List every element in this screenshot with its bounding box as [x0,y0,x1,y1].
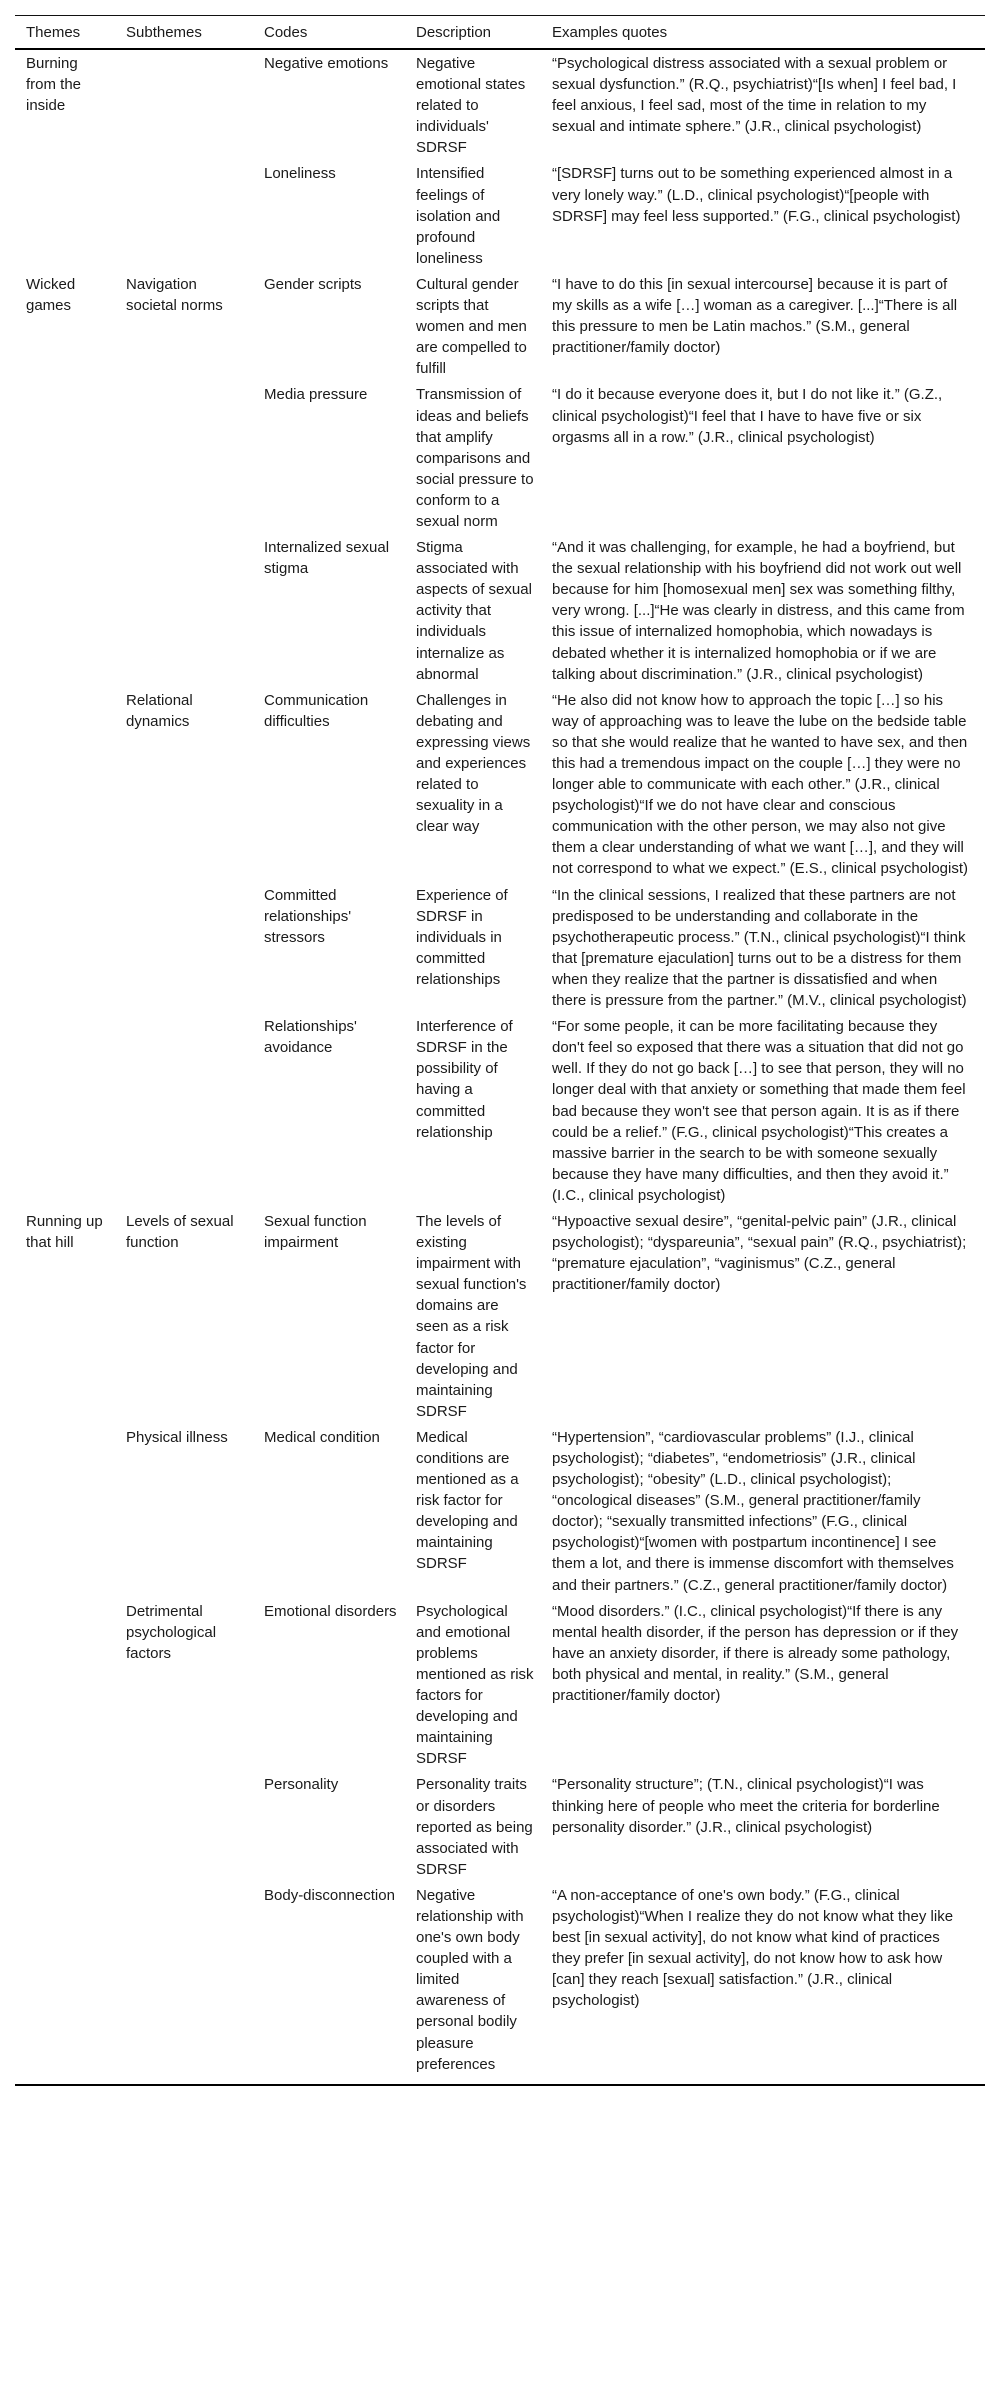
cell-subtheme [115,534,253,687]
cell-subtheme: Navigation societal norms [126,275,223,315]
table-row [15,1598,985,1772]
table-row [15,534,985,687]
cell-subtheme [115,1882,253,2085]
cell-code: Relationships' avoidance [264,1018,357,1057]
cell-description: Cultural gender scripts that women and men are compelled to fulfill [416,275,527,378]
cell-theme [15,882,115,1014]
cell-quote: “I do it because everyone does it, but I do not like it.” (G.Z., clinical psychologist)“I feel that I have to have five or six orgasms all in a row.” (J.R., clinical psychologist) [552,386,943,446]
cell-theme [15,534,115,687]
cell-quote: “For some people, it can be more facilitating because they don't feel so exposed that there was a situation that did not go well. If they do not go back […] to see that person, they will no longer deal with that anxiety or something that made them feel bad because they won't see that person again. It is as if there could be a relief.” (F.G., clinical psychologist)“This creates a massive barrier in the search to be with someone sexually because they have many difficulties, and then they avoid it.” (I.C., clinical psychologist) [552,1018,966,1204]
cell-theme [15,160,115,270]
cell-subtheme: Physical illness [126,1428,228,1446]
cell-description: Stigma associated with aspects of sexual activity that individuals internalize as abnormal [416,539,532,683]
table-row [15,1208,985,1424]
cell-description: Medical conditions are mentioned as a risk factor for developing and maintaining SDRSF [416,1428,519,1573]
cell-theme: Running up that hill [26,1212,103,1252]
themes-table-container [15,15,985,2086]
cell-theme [15,381,115,534]
cell-quote: “Psychological distress associated with a sexual problem or sexual dysfunction.” (R.Q., psychiatrist)“[Is when] I feel bad, I feel anxious, I feel sad, most of the time in relation to my sexual and intimate sphere.” (J.R., clinical psychologist) [552,55,957,136]
cell-code: Communication difficulties [264,691,369,730]
header-themes: Themes [26,23,81,41]
cell-code: Gender scripts [264,275,362,293]
cell-quote: “He also did not know how to approach the topic […] so his way of approaching was to leave the lube on the bedside table so that she would realize that he wanted to have sex, and then this had a tremendous impact on the couple […] they were no longer able to communicate with each other.” (J.R., clinical psychologist)“If we do not have clear and conscious communication with the other person, we may also not give them a clear understanding of what we want […], and they will not correspond to what we expect.” (E.S., clinical psychologist) [552,691,969,878]
cell-description: The levels of existing impairment with sexual function's domains are seen as a risk factor for developing and maintaining SDRSF [416,1212,527,1420]
cell-description: Negative emotional states related to individuals' SDRSF [416,55,526,157]
cell-quote: “Hypoactive sexual desire”, “genital-pelvic pain” (J.R., clinical psychologist); “dyspareunia”, “sexual pain” (R.Q., psychiatrist); “premature ejaculation”, “vaginismus” (C.Z., general practitioner/family doctor) [552,1212,967,1294]
header-subthemes: Subthemes [126,23,202,41]
cell-description: Experience of SDRSF in individuals in committed relationships [416,886,508,988]
table-row [15,882,985,1014]
cell-code: Media pressure [264,386,368,404]
header-description: Description [416,23,492,41]
table-row [15,271,985,381]
cell-quote: “I have to do this [in sexual intercourse] because it is part of my skills as a wife […] woman as a caregiver. [...]“There is all this pressure to men be Latin machos.” (S.M., general practitioner/family doctor) [552,275,958,357]
cell-code: Sexual function impairment [264,1212,367,1252]
cell-subtheme: Levels of sexual function [126,1212,234,1252]
cell-theme [15,1424,115,1598]
cell-theme [15,1771,115,1881]
cell-theme: Burning from the inside [26,55,82,115]
cell-subtheme [115,1013,253,1208]
table-row [15,1424,985,1598]
themes-table [15,15,985,2086]
cell-theme [15,1013,115,1208]
table-row [15,160,985,270]
cell-quote: “In the clinical sessions, I realized that these partners are not predisposed to be understanding and collaborate in the psychotherapeutic process.” (T.N., clinical psychologist)“I think that [premature ejaculation] turns out to be a distress for them when they realize that the partner is dissatisfied and when there is pressure from the partner.” (M.V., clinical psychologist) [552,886,967,1010]
cell-subtheme: Detrimental psychological factors [126,1602,217,1662]
header-row [15,16,985,50]
cell-subtheme [115,882,253,1014]
cell-quote: “And it was challenging, for example, he had a boyfriend, but the sexual relationship with his boyfriend did not work out well because for him [homosexual men] sex was something filthy, very wrong. [...]“He was clearly in distress, and this came from this issue of internalized homophobia, which nowadays is debated whether it is internalized homophobia or if we are talking about discrimination.” (J.R., clinical psychologist) [552,539,965,683]
cell-subtheme: Relational dynamics [126,691,193,730]
cell-theme [15,687,115,882]
cell-code: Emotional disorders [264,1602,397,1620]
cell-description: Personality traits or disorders reported as being associated with SDRSF [416,1776,533,1878]
cell-theme [15,1882,115,2085]
table-row [15,1013,985,1208]
header-quotes: Examples quotes [552,23,668,41]
cell-code: Internalized sexual stigma [264,539,390,578]
table-row [15,1771,985,1881]
cell-quote: “Hypertension”, “cardiovascular problems” (I.J., clinical psychologist); “diabetes”, “endometriosis” (J.R., clinical psychologist); “obesity” (L.D., clinical psychologist); “oncological diseases” (S.M., general practitioner/family doctor); “sexually transmitted infections” (F.G., clinical psychologist)“[women with postpartum incontinence] I see them a lot, and there is immense discomfort with themselves and their partners.” (C.Z., general practitioner/family doctor) [552,1428,954,1594]
table-row [15,687,985,882]
table-row [15,49,985,160]
cell-description: Challenges in debating and expressing views and experiences related to sexuality in a clear way [416,691,531,836]
table-body [15,49,985,2085]
cell-quote: “Mood disorders.” (I.C., clinical psychologist)“If there is any mental health disorder, if the person has depression or if they have an anxiety disorder, if there is already some pathology, both physical and mental, in reality.” (S.M., general practitioner/family doctor) [552,1602,959,1705]
cell-code: Body-disconnection [264,1886,395,1904]
cell-subtheme [115,381,253,534]
cell-quote: “Personality structure”; (T.N., clinical psychologist)“I was thinking here of people who meet the criteria for borderline personality disorder.” (J.R., clinical psychologist) [552,1776,940,1836]
cell-quote: “[SDRSF] turns out to be something experienced almost in a very lonely way.” (L.D., clinical psychologist)“[people with SDRSF] may feel less supported.” (F.G., clinical psychologist) [552,165,961,225]
cell-description: Negative relationship with one's own body coupled with a limited awareness of personal bodily pleasure preferences [416,1886,524,2073]
cell-subtheme [115,160,253,270]
cell-code: Medical condition [264,1428,380,1446]
cell-quote: “A non-acceptance of one's own body.” (F.G., clinical psychologist)“When I realize they do not know what they like best [in sexual activity], do not know what kind of practices they prefer [in sexual activity], do not know how to ask how [can] they reach [sexual] satisfaction.” (J.R., clinical psychologist) [552,1886,954,2010]
cell-description: Interference of SDRSF in the possibility of having a committed relationship [416,1018,513,1141]
cell-theme [15,1598,115,1772]
cell-subtheme [115,49,253,160]
table-header [15,16,985,50]
cell-code: Personality [264,1776,339,1794]
cell-description: Psychological and emotional problems mentioned as risk factors for developing and maintaining SDRSF [416,1602,534,1768]
cell-subtheme [115,1771,253,1881]
cell-code: Loneliness [264,165,336,183]
header-codes: Codes [264,23,308,41]
table-row [15,381,985,534]
cell-code: Committed relationships' stressors [264,886,352,946]
cell-code: Negative emotions [264,55,389,72]
cell-theme: Wicked games [26,275,76,315]
table-row [15,1882,985,2085]
cell-description: Intensified feelings of isolation and profound loneliness [416,165,501,267]
cell-description: Transmission of ideas and beliefs that amplify comparisons and social pressure to conform to a sexual norm [416,386,534,530]
